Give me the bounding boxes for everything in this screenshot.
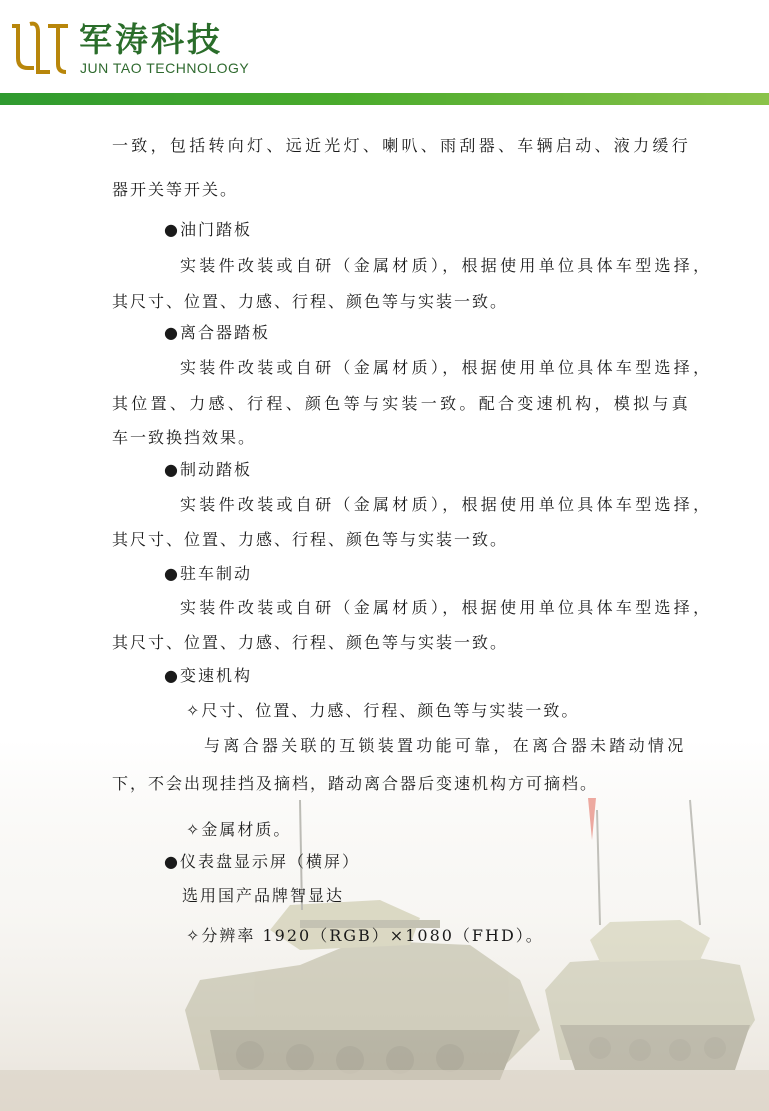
paragraph-line: 其尺寸、位置、力感、行程、颜色等与实装一致。 [112,633,509,652]
paragraph-line: 选用国产品牌智显达 [182,886,345,905]
section-heading-dashboard-display: ●仪表盘显示屏（横屏） [164,852,360,871]
paragraph-line: 下，不会出现挂挡及摘档，踏动离合器后变速机构方可摘档。 [112,774,599,793]
paragraph-line: 其尺寸、位置、力感、行程、颜色等与实装一致。 [112,530,509,549]
paragraph-line: 器开关等开关。 [112,180,239,199]
paragraph-line: 实装件改装或自研（金属材质），根据使用单位具体车型选择， [180,598,713,617]
paragraph-line: 实装件改装或自研（金属材质），根据使用单位具体车型选择， [180,495,713,514]
paragraph-line: 其尺寸、位置、力感、行程、颜色等与实装一致。 [112,292,509,311]
section-heading-clutch-pedal: ●离合器踏板 [164,323,270,342]
section-heading-throttle-pedal: ●油门踏板 [164,220,252,239]
paragraph-line: 实装件改装或自研（金属材质），根据使用单位具体车型选择， [180,358,713,377]
section-heading-brake-pedal: ●制动踏板 [164,460,252,479]
paragraph-line: ✧尺寸、位置、力感、行程、颜色等与实装一致。 [186,701,580,720]
brand-name-chinese: 军涛科技 [79,20,223,59]
paragraph-line: 实装件改装或自研（金属材质），根据使用单位具体车型选择， [180,256,713,275]
paragraph-line: 其位置、力感、行程、颜色等与实装一致。配合变速机构，模拟与真 [112,394,692,413]
section-heading-parking-brake: ●驻车制动 [164,564,252,583]
brand-name-english: JUN TAO TECHNOLOGY [80,60,250,76]
paragraph-line: ✧分辨率 1920（RGB）×1080（FHD）。 [186,926,544,945]
section-heading-gearshift: ●变速机构 [164,666,252,685]
paragraph-line: ✧金属材质。 [186,820,292,839]
paragraph-line: 与离合器关联的互锁装置功能可靠，在离合器未踏动情况 [204,736,687,755]
paragraph-line: 车一致换挡效果。 [112,428,257,447]
paragraph-line: 一致，包括转向灯、远近光灯、喇叭、雨刮器、车辆启动、液力缓行 [112,136,692,155]
